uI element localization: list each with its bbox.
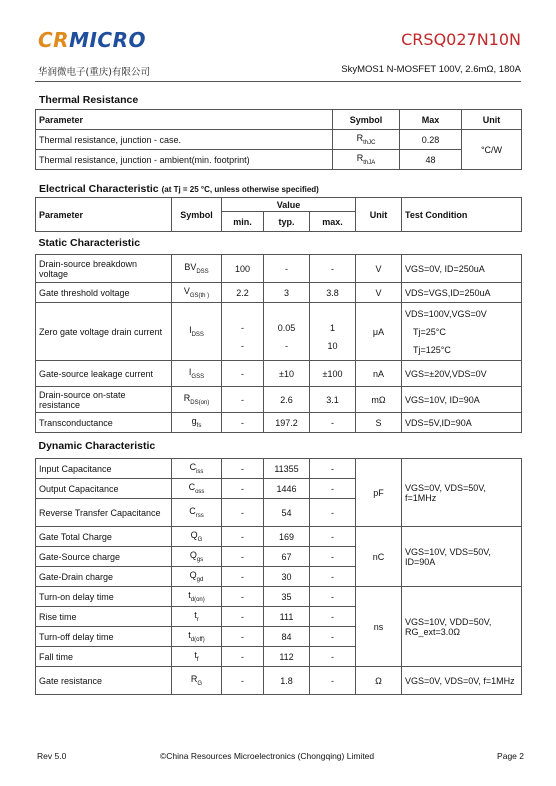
table-row: Gate-source leakage current $I_{GSS}$ - ±10 ±100 nA VGS=±20V,VDS=0V [36,361,522,387]
th-unit: Unit [462,110,522,130]
thermal-table [35,109,522,170]
part-subtitle: SkyMOS1 N-MOSFET 100V, 2.6mΩ, 180A [341,64,521,75]
page-header [0,0,556,90]
th-parameter: Parameter [36,110,333,130]
header-divider [35,81,521,82]
electrical-table: Parameter Symbol Value Unit Test Condition min. typ. max. Static Characteristic Drain-source breakdown voltage $BV_{DSS}$ 100 - - V VGS=0V, ID=250uA Gate threshold voltage $V_{GS(th )}$ 2.2 3 3.8 V VDS=VGS,ID=250uA Zero gate voltage drain current $I_{DSS}$ - - 0.05 - 1 10 μA VDS=100V,VGS=0V Tj=25°C Tj=125°C Gate-source leakage current $I_{GSS}$ - ±10 ±100 nA VGS=±20V,VDS=0V Drain-source on-state resistance $R_{DS(on)}$ - 2.6 3.1 mΩ VGS=10V, ID=90A Transconductance $g_{fs}$ - 197.2 - S VDS=5V,ID=90A Dynamic Characteristic Input Capacitance $C_{iss}$ - 11355 - pF VGS=0V, VDS=50V, f=1MHz Output Capacitance $C_{oss}$ - 1446 - Reverse Transfer Capacitance $C_{rss}$ - 54 - Gate Total Charge $Q_G$ - 169 - nC VGS=10V, VDS=50V, ID=90A Gate-Source charge $Q_{gs}$ - 67 - Gate-Drain charge $Q_{gd}$ - 30 - Turn-on delay time $t_{d(on)}$ - 35 - ns VGS=10V, VDD=50V, RG_ext=3.0Ω Rise time $t_r$ - 111 - Turn-off delay time $t_{d(off)}$ - 84 - Fall time $t_f$ - 112 - Gate resistance $R_G$ - 1.8 - Ω VGS=0V, VDS=0V, f=1MHz [35,197,522,695]
revision: Rev 5.0 [37,751,67,761]
table-row: Gate-Drain charge $Q_{gd}$ - 30 - [36,567,522,587]
table-row: Reverse Transfer Capacitance $C_{rss}$ - 54 - [36,499,522,527]
table-row: Drain-source on-state resistance $R_{DS(on)}$ - 2.6 3.1 mΩ VGS=10V, ID=90A [36,387,522,413]
table-row: Fall time $t_f$ - 112 - [36,647,522,667]
th-test: Test Condition [402,198,522,232]
table-row: Thermal resistance, junction - case. $R_{thJC}$ 0.28 °C/W [36,130,522,150]
th-parameter: Parameter [36,198,172,232]
table-row: Gate resistance $R_G$ - 1.8 - Ω VGS=0V, VDS=0V, f=1MHz [36,667,522,695]
table-row: Rise time $t_r$ - 111 - [36,607,522,627]
th-max: Max [400,110,462,130]
dynamic-section-title: Dynamic Characteristic [36,433,522,459]
company-logo: CRMICRO [38,28,147,52]
table-row: Gate threshold voltage $V_{GS(th )}$ 2.2 3 3.8 V VDS=VGS,ID=250uA [36,283,522,303]
th-symbol: Symbol [172,198,222,232]
static-section-title: Static Characteristic [36,232,522,255]
table-row: Transconductance $g_{fs}$ - 197.2 - S VDS=5V,ID=90A [36,413,522,433]
th-value: Value [222,198,356,212]
table-row: Gate-Source charge $Q_{gs}$ - 67 - [36,547,522,567]
th-unit: Unit [356,198,402,232]
table-row: Input Capacitance $C_{iss}$ - 11355 - pF VGS=0V, VDS=50V, f=1MHz [36,459,522,479]
table-row: Drain-source breakdown voltage $BV_{DSS}$ 100 - - V VGS=0V, ID=250uA [36,255,522,283]
copyright: ©China Resources Microelectronics (Chongqing) Limited [160,751,375,761]
table-row: Thermal resistance, junction - ambient(min. footprint) $R_{thJA}$ 48 [36,150,522,170]
table-row: Turn-on delay time $t_{d(on)}$ - 35 - ns VGS=10V, VDD=50V, RG_ext=3.0Ω [36,587,522,607]
page-number: Page 2 [497,751,524,761]
part-number: CRSQ027N10N [401,30,521,49]
table-row: Output Capacitance $C_{oss}$ - 1446 - [36,479,522,499]
thermal-title: Thermal Resistance [39,94,139,106]
table-row: Turn-off delay time $t_{d(off)}$ - 84 - [36,627,522,647]
table-row: Zero gate voltage drain current $I_{DSS}$ - - 0.05 - 1 10 μA VDS=100V,VGS=0V Tj=25°C Tj=125°C [36,303,522,361]
table-row: Gate Total Charge $Q_G$ - 169 - nC VGS=10V, VDS=50V, ID=90A [36,527,522,547]
electrical-title: Electrical Characteristic (at Tj = 25 °C, unless otherwise specified) [39,183,319,195]
company-name-cn: 华润微电子(重庆)有限公司 [38,67,150,78]
th-symbol: Symbol [333,110,400,130]
